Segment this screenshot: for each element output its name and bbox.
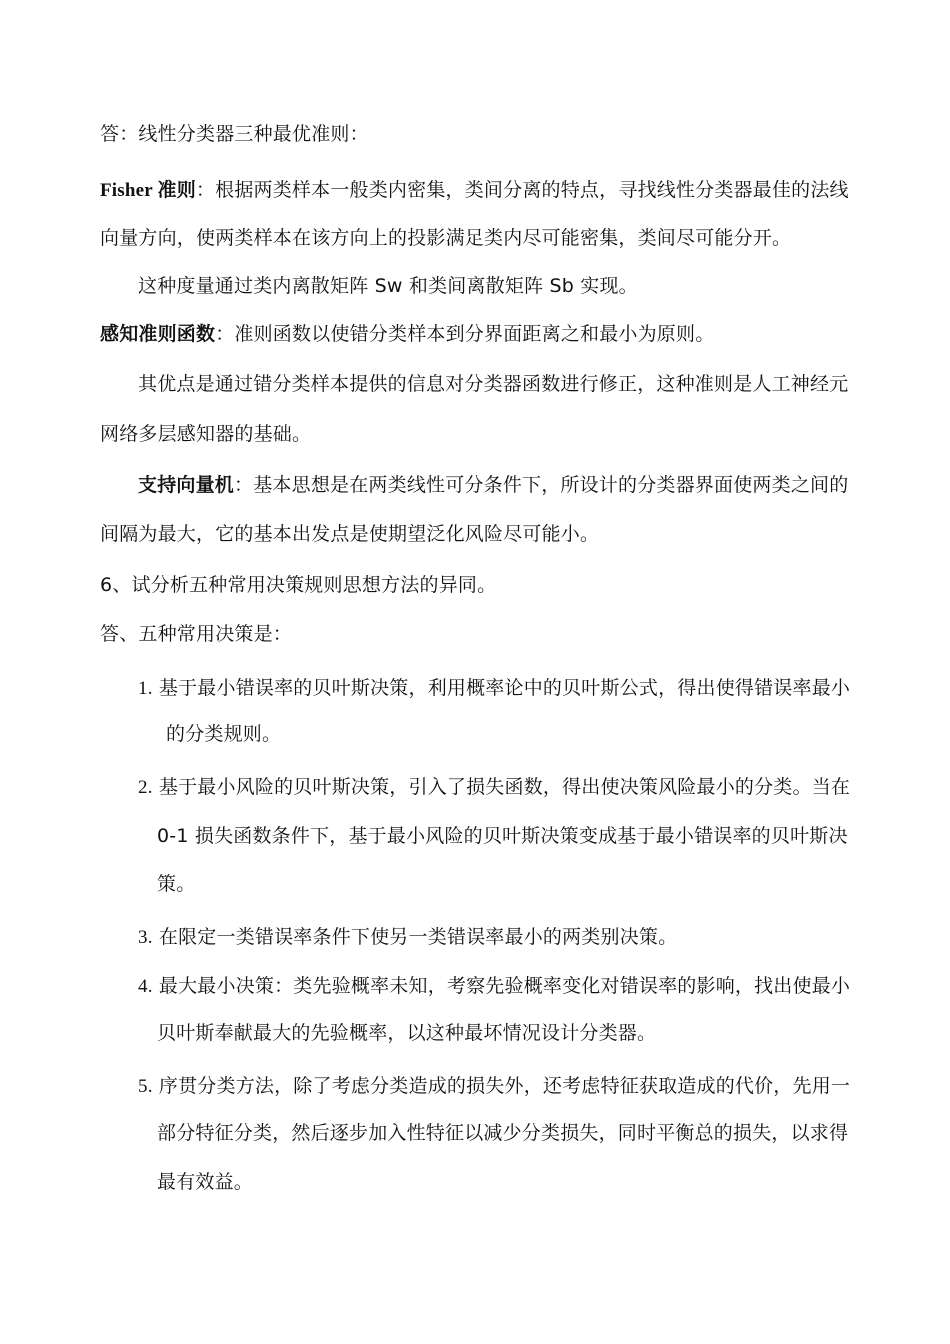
list-item-4-line-1 bbox=[138, 974, 850, 999]
svm-paragraph-line-2: 间隔为最大，它的基本出发点是使期望泛化风险尽可能小。 bbox=[100, 523, 600, 545]
list-item-4-text-1: 最大最小决策：类先验概率未知，考察先验概率变化对错误率的影响，找出使最小 bbox=[158, 975, 851, 997]
list-item-4-number: 4. bbox=[138, 976, 153, 997]
perceptron-label: 感知准则函数 bbox=[100, 323, 216, 345]
list-item-1-line-2: 的分类规则。 bbox=[166, 723, 282, 745]
list-item-2-line-2: 0-1 损失函数条件下，基于最小风险的贝叶斯决策变成基于最小错误率的贝叶斯决 bbox=[157, 825, 848, 847]
list-item-2-number: 2. bbox=[138, 777, 153, 798]
answer-intro: 答：线性分类器三种最优准则： bbox=[100, 123, 369, 145]
list-item-5-number: 5. bbox=[138, 1076, 153, 1097]
list-item-3-number: 3. bbox=[138, 927, 153, 948]
list-item-5-line-2: 部分特征分类，然后逐步加入性特征以减少分类损失，同时平衡总的损失，以求得 bbox=[157, 1122, 849, 1144]
question-6: 6、试分析五种常用决策规则思想方法的异同。 bbox=[100, 574, 497, 596]
perceptron-paragraph-line-2: 其优点是通过错分类样本提供的信息对分类器函数进行修正，这种准则是人工神经元 bbox=[138, 373, 849, 395]
question-6-answer-intro: 答、五种常用决策是： bbox=[100, 623, 293, 645]
fisher-paragraph-line-3: 这种度量通过类内离散矩阵 Sw 和类间离散矩阵 Sb 实现。 bbox=[138, 275, 638, 297]
svm-paragraph-line-1 bbox=[138, 473, 848, 497]
svm-label: 支持向量机 bbox=[138, 474, 235, 496]
list-item-1-text-1: 基于最小错误率的贝叶斯决策，利用概率论中的贝叶斯公式，得出使得错误率最小 bbox=[158, 677, 851, 699]
fisher-paragraph-line-2: 向量方向，使两类样本在该方向上的投影满足类内尽可能密集，类间尽可能分开。 bbox=[100, 227, 792, 249]
perceptron-paragraph-line-3: 网络多层感知器的基础。 bbox=[100, 423, 312, 445]
fisher-paragraph-line-1 bbox=[100, 178, 849, 203]
perceptron-text-1: ：准则函数以使错分类样本到分界面距离之和最小为原则。 bbox=[215, 323, 715, 345]
list-item-3-text-1: 在限定一类错误率条件下使另一类错误率最小的两类别决策。 bbox=[158, 926, 678, 948]
list-item-2-line-1 bbox=[138, 775, 850, 800]
list-item-2-line-3: 策。 bbox=[157, 873, 196, 895]
list-item-4-line-2: 贝叶斯奉献最大的先验概率，以这种最坏情况设计分类器。 bbox=[157, 1022, 657, 1044]
svm-text-1: ：基本思想是在两类线性可分条件下，所设计的分类器界面使两类之间的 bbox=[234, 474, 849, 496]
list-item-1-line-1 bbox=[138, 676, 850, 701]
fisher-label: Fisher 准则 bbox=[100, 180, 196, 201]
list-item-5-text-1: 序贯分类方法，除了考虑分类造成的损失外，还考虑特征获取造成的代价，先用一 bbox=[158, 1075, 851, 1097]
list-item-2-text-1: 基于最小风险的贝叶斯决策，引入了损失函数，得出使决策风险最小的分类。当在 bbox=[158, 776, 851, 798]
list-item-1-number: 1. bbox=[138, 678, 153, 699]
perceptron-paragraph-line-1 bbox=[100, 322, 714, 346]
list-item-5-line-3: 最有效益。 bbox=[157, 1171, 254, 1193]
list-item-5-line-1 bbox=[138, 1074, 850, 1099]
fisher-text-1: ：根据两类样本一般类内密集，类间分离的特点，寻找线性分类器最佳的法线 bbox=[195, 179, 849, 201]
list-item-3-line-1 bbox=[138, 925, 677, 950]
